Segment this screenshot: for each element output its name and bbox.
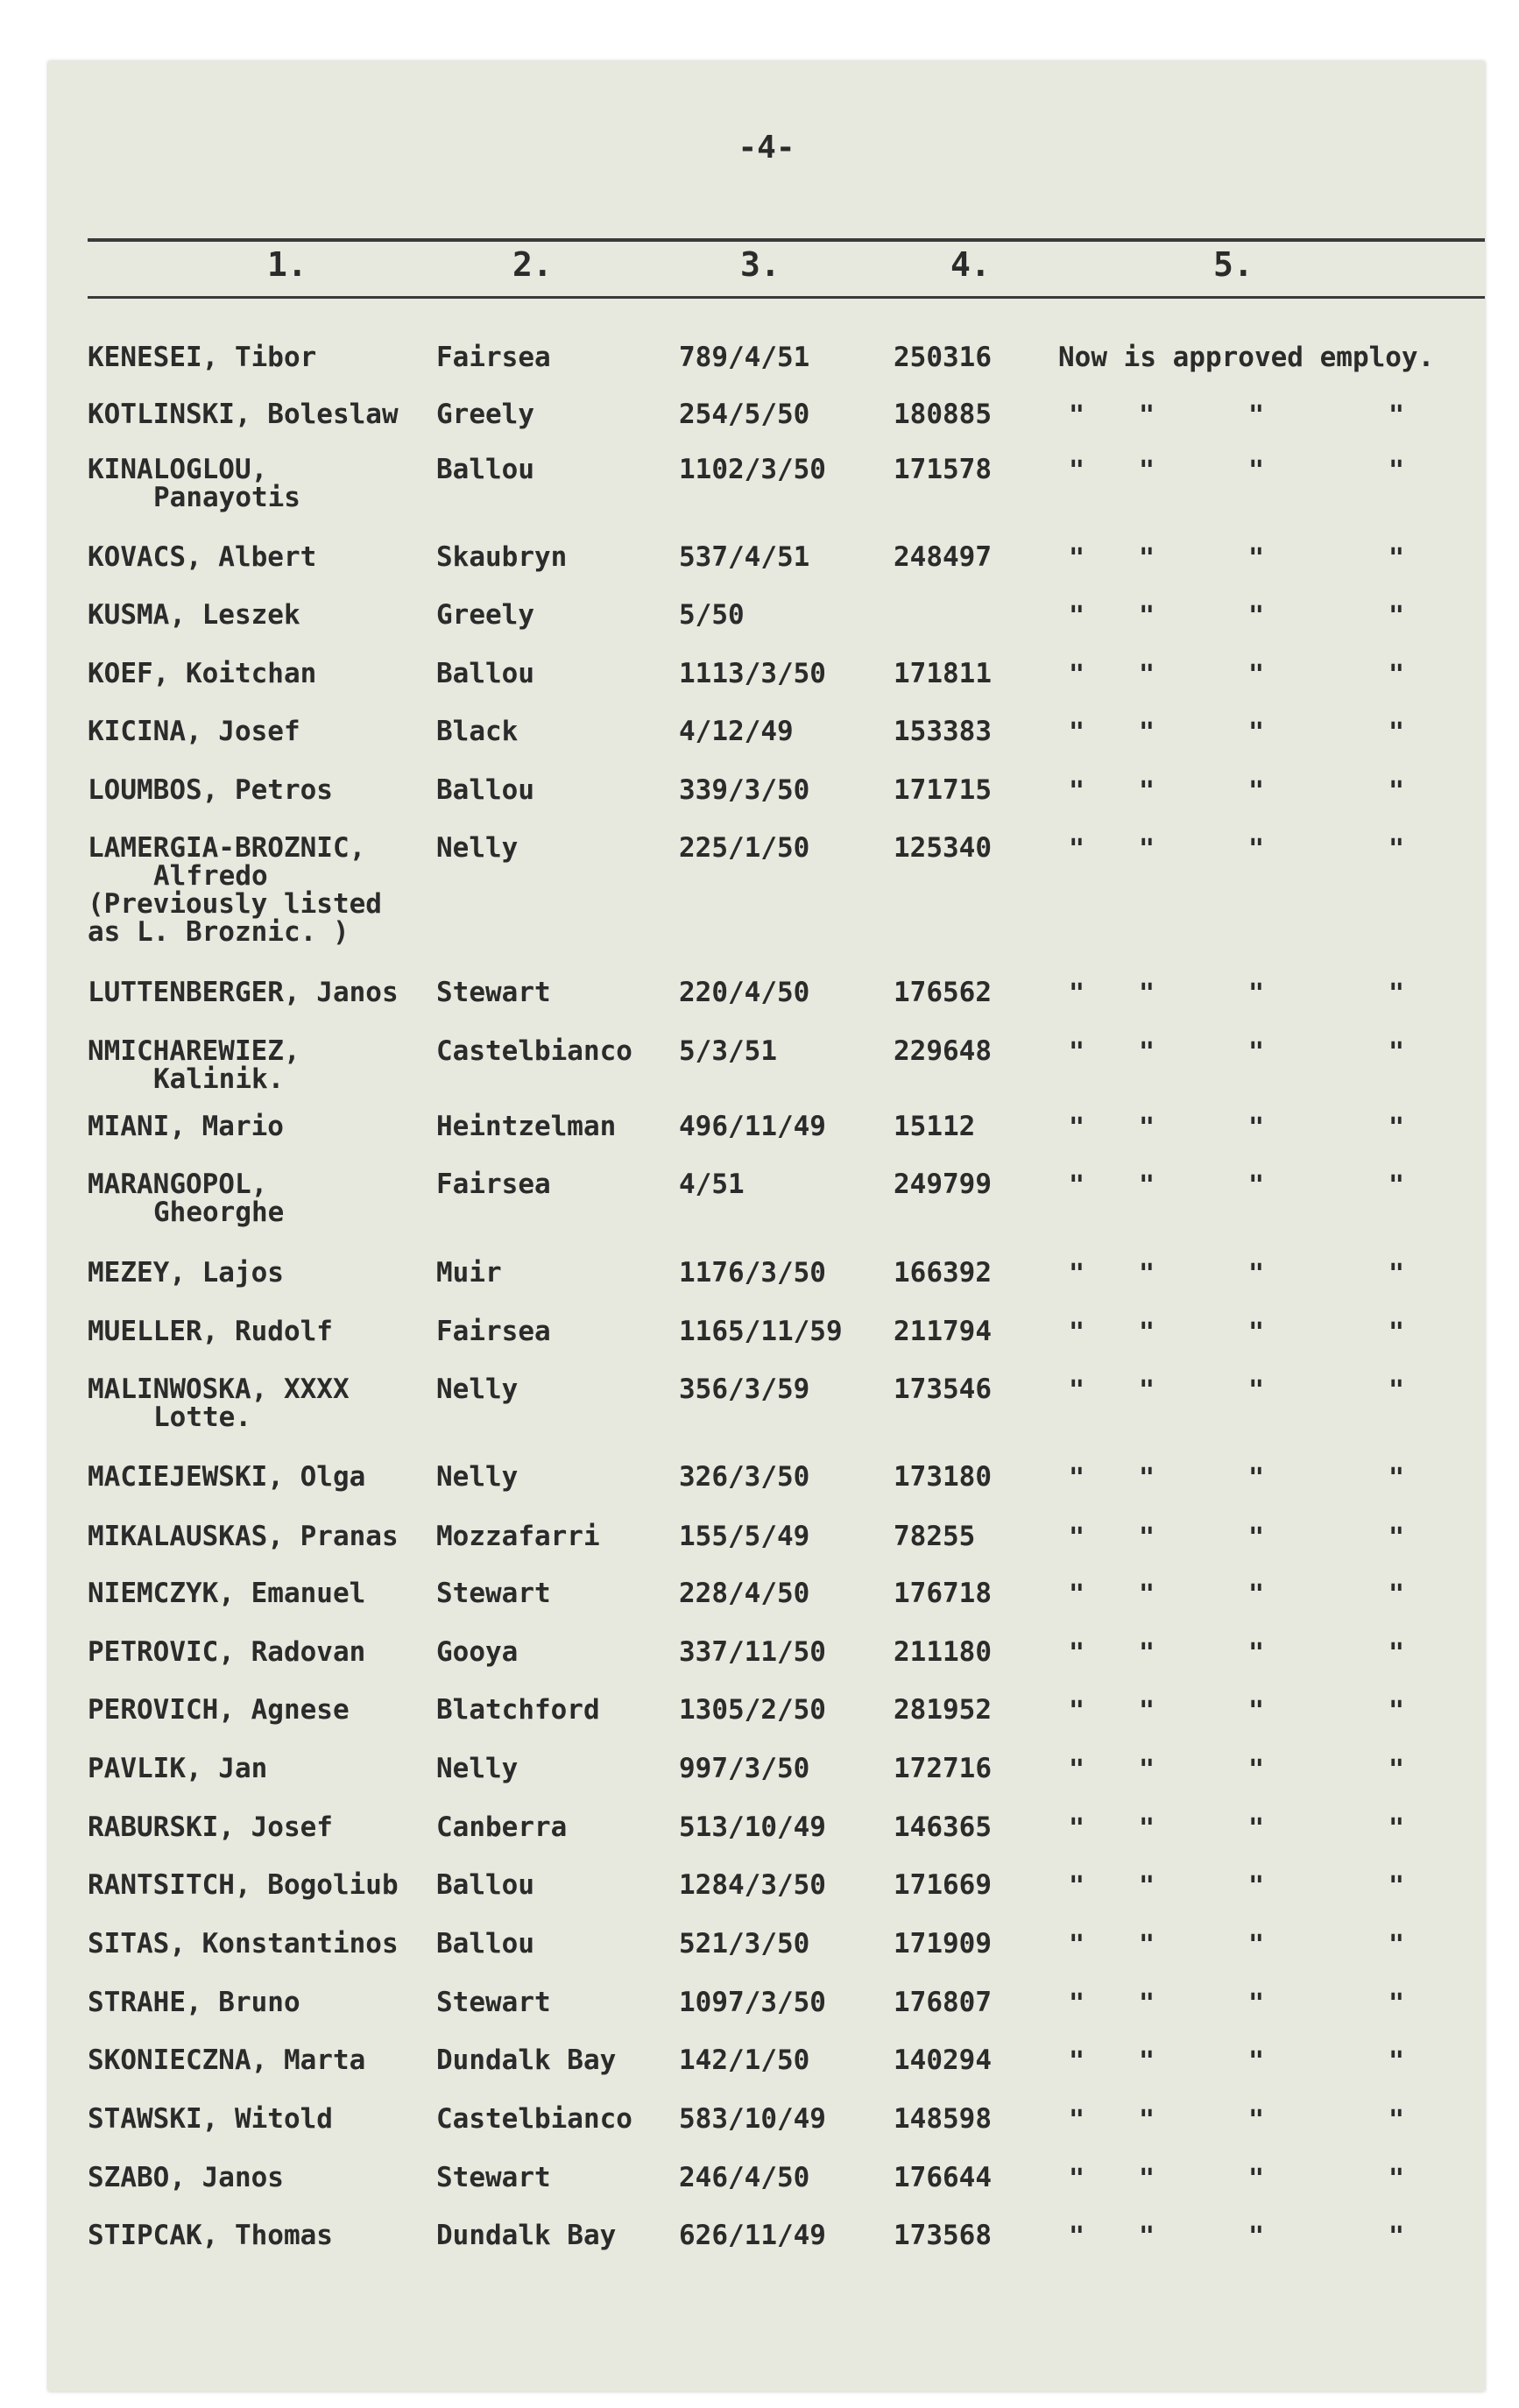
entry-surname-line: KINALOGLOU, <box>88 454 268 485</box>
entry-name <box>88 978 399 1006</box>
entry-number: 171909 <box>894 1928 992 1960</box>
entry-ship: Skaubryn <box>436 541 568 573</box>
entry-surname-line: NIEMCZYK, Emanuel <box>88 1578 366 1609</box>
entry-name <box>88 1463 365 1491</box>
ditto-mark: " <box>1069 1112 1085 1143</box>
ditto-mark: " <box>1139 2046 1155 2077</box>
entry-number: 171715 <box>894 774 992 806</box>
ditto-mark: " <box>1139 978 1155 1009</box>
ditto-mark: " <box>1388 2164 1405 2194</box>
entry-number: 211794 <box>894 1316 992 1347</box>
entry-number: 248497 <box>894 541 992 573</box>
entry-surname-line: KOTLINSKI, Boleslaw <box>88 399 399 430</box>
entry-number: 180885 <box>894 399 992 430</box>
ditto-mark: " <box>1069 1930 1085 1960</box>
ditto-mark: " <box>1139 1579 1155 1610</box>
ditto-mark: " <box>1248 978 1265 1009</box>
ditto-mark: " <box>1388 455 1405 486</box>
entry-number: 176644 <box>894 2162 992 2193</box>
ditto-mark: " <box>1139 1375 1155 1406</box>
entry-name <box>88 1988 300 2016</box>
ditto-mark: " <box>1388 400 1405 431</box>
ditto-mark: " <box>1388 1696 1405 1727</box>
entry-surname-line: PAVLIK, Jan <box>88 1753 268 1784</box>
ditto-mark: " <box>1069 2046 1085 2077</box>
entry-number: 125340 <box>894 832 992 864</box>
entry-name-continuation: Panayotis <box>153 482 300 513</box>
entry-number: 173546 <box>894 1373 992 1405</box>
entry-ship: Ballou <box>436 1869 534 1901</box>
entry-name <box>88 343 316 371</box>
ditto-mark: " <box>1248 776 1265 807</box>
entry-reference: 1165/11/59 <box>679 1316 843 1347</box>
ditto-mark: " <box>1069 717 1085 748</box>
ditto-mark: " <box>1388 1813 1405 1844</box>
entry-name <box>88 2164 284 2192</box>
ditto-mark: " <box>1248 1170 1265 1201</box>
entry-reference: 339/3/50 <box>679 774 810 806</box>
ditto-mark: " <box>1139 1871 1155 1902</box>
ditto-mark: " <box>1069 400 1085 431</box>
entry-reference: 1097/3/50 <box>679 1987 826 2018</box>
ditto-mark: " <box>1248 1259 1265 1289</box>
ditto-mark: " <box>1069 1375 1085 1406</box>
ditto-mark: " <box>1139 2221 1155 2252</box>
ditto-mark: " <box>1388 1871 1405 1902</box>
entry-name <box>88 543 316 571</box>
entry-reference: 337/11/50 <box>679 1636 826 1668</box>
entry-ship: Castelbianco <box>436 1035 632 1067</box>
entry-ship: Ballou <box>436 1928 534 1960</box>
entry-number: 176807 <box>894 1987 992 2018</box>
entry-ship: Blatchford <box>436 1694 600 1726</box>
entry-number: 176562 <box>894 977 992 1008</box>
ditto-mark: " <box>1248 2221 1265 2252</box>
entry-reference: 1284/3/50 <box>679 1869 826 1901</box>
entry-name <box>88 660 316 688</box>
entry-name <box>88 1813 333 1841</box>
entry-surname-line: NMICHAREWIEZ, <box>88 1035 300 1067</box>
entry-status: Now is approved employ. <box>1058 342 1435 373</box>
entry-number: 78255 <box>894 1521 976 1552</box>
entry-reference: 1176/3/50 <box>679 1257 826 1289</box>
entry-surname-line: LUTTENBERGER, Janos <box>88 977 399 1008</box>
entry-ship: Heintzelman <box>436 1111 617 1142</box>
entry-ship: Stewart <box>436 2162 551 2193</box>
ditto-mark: " <box>1248 1463 1265 1494</box>
ditto-mark: " <box>1248 601 1265 632</box>
entry-reference: 1305/2/50 <box>679 1694 826 1726</box>
entry-surname-line: MIANI, Mario <box>88 1111 284 1142</box>
ditto-mark: " <box>1139 717 1155 748</box>
entry-surname-line: LAMERGIA-BROZNIC, <box>88 832 366 864</box>
ditto-mark: " <box>1388 1259 1405 1289</box>
ditto-mark: " <box>1248 1638 1265 1669</box>
entry-reference: 326/3/50 <box>679 1461 810 1493</box>
ditto-mark: " <box>1139 1463 1155 1494</box>
entry-reference: 228/4/50 <box>679 1578 810 1609</box>
entry-name <box>88 1755 267 1783</box>
ditto-mark: " <box>1069 1170 1085 1201</box>
column-header-1: 1. <box>267 245 307 284</box>
ditto-mark: " <box>1139 834 1155 865</box>
entry-name <box>88 1375 350 1431</box>
entry-ship: Black <box>436 716 519 747</box>
ditto-mark: " <box>1248 543 1265 574</box>
ditto-mark: " <box>1069 1755 1085 1785</box>
entry-number: 249799 <box>894 1169 992 1200</box>
entry-surname-line: MUELLER, Rudolf <box>88 1316 333 1347</box>
entry-reference: 4/51 <box>679 1169 745 1200</box>
entry-reference: 246/4/50 <box>679 2162 810 2193</box>
entry-surname-line: RANTSITCH, Bogoliub <box>88 1869 399 1901</box>
entry-reference: 513/10/49 <box>679 1811 826 1843</box>
ditto-mark: " <box>1069 660 1085 690</box>
ditto-mark: " <box>1388 1930 1405 1960</box>
ditto-mark: " <box>1139 776 1155 807</box>
entry-name <box>88 1259 284 1287</box>
ditto-mark: " <box>1388 601 1405 632</box>
entry-name-continuation: Alfredo <box>153 860 268 892</box>
ditto-mark: " <box>1139 1170 1155 1201</box>
ditto-mark: " <box>1388 1638 1405 1669</box>
entry-reference: 496/11/49 <box>679 1111 826 1142</box>
entry-ship: Fairsea <box>436 1316 551 1347</box>
ditto-mark: " <box>1139 1696 1155 1727</box>
ditto-mark: " <box>1139 1112 1155 1143</box>
entry-ship: Greely <box>436 399 534 430</box>
entry-surname-line: MIKALAUSKAS, Pranas <box>88 1521 399 1552</box>
entry-reference: 220/4/50 <box>679 977 810 1008</box>
ditto-mark: " <box>1388 978 1405 1009</box>
ditto-mark: " <box>1069 1463 1085 1494</box>
ditto-mark: " <box>1069 978 1085 1009</box>
entry-number: 250316 <box>894 342 992 373</box>
ditto-mark: " <box>1139 1755 1155 1785</box>
ditto-mark: " <box>1248 2164 1265 2194</box>
entry-surname-line: SITAS, Konstantinos <box>88 1928 399 1960</box>
column-header-3: 3. <box>740 245 781 284</box>
ditto-mark: " <box>1248 834 1265 865</box>
ditto-mark: " <box>1069 1871 1085 1902</box>
ditto-mark: " <box>1069 834 1085 865</box>
entry-reference: 142/1/50 <box>679 2044 810 2076</box>
entry-ship: Stewart <box>436 1578 551 1609</box>
entry-number: 148598 <box>894 2103 992 2135</box>
entry-name-continuation: Kalinik. <box>153 1063 285 1095</box>
entry-reference: 254/5/50 <box>679 399 810 430</box>
entry-surname-line: KICINA, Josef <box>88 716 300 747</box>
ditto-mark: " <box>1248 1037 1265 1068</box>
ditto-mark: " <box>1139 1813 1155 1844</box>
ditto-mark: " <box>1248 660 1265 690</box>
ditto-mark: " <box>1069 1813 1085 1844</box>
entry-ship: Castelbianco <box>436 2103 632 2135</box>
document-page <box>48 61 1485 2391</box>
entry-surname-line: PEROVICH, Agnese <box>88 1694 350 1726</box>
ditto-mark: " <box>1069 2221 1085 2252</box>
entry-name <box>88 1871 399 1899</box>
entry-name <box>88 1638 365 1666</box>
ditto-mark: " <box>1388 717 1405 748</box>
entry-name <box>88 1522 399 1550</box>
entry-number: 171578 <box>894 454 992 485</box>
entry-number: 281952 <box>894 1694 992 1726</box>
entry-number: 176718 <box>894 1578 992 1609</box>
ditto-mark: " <box>1248 1522 1265 1553</box>
ditto-mark: " <box>1069 455 1085 486</box>
ditto-mark: " <box>1388 1579 1405 1610</box>
entry-number: 146365 <box>894 1811 992 1843</box>
ditto-mark: " <box>1139 1930 1155 1960</box>
ditto-mark: " <box>1248 400 1265 431</box>
ditto-mark: " <box>1388 1170 1405 1201</box>
entry-reference: 626/11/49 <box>679 2220 826 2251</box>
entry-surname-line: STIPCAK, Thomas <box>88 2220 333 2251</box>
entry-surname-line: KUSMA, Leszek <box>88 599 300 631</box>
ditto-mark: " <box>1139 1259 1155 1289</box>
ditto-mark: " <box>1248 2046 1265 2077</box>
entry-ship: Dundalk Bay <box>436 2220 617 2251</box>
entry-ship: Fairsea <box>436 342 551 373</box>
ditto-mark: " <box>1388 1112 1405 1143</box>
ditto-mark: " <box>1248 1755 1265 1785</box>
entry-number: 15112 <box>894 1111 976 1142</box>
ditto-mark: " <box>1139 1638 1155 1669</box>
ditto-mark: " <box>1388 2105 1405 2136</box>
entry-number: 171669 <box>894 1869 992 1901</box>
entry-name <box>88 1037 300 1093</box>
page-number: -4- <box>738 130 795 166</box>
entry-name <box>88 400 399 428</box>
entry-name <box>88 2105 333 2133</box>
entry-reference: 155/5/49 <box>679 1521 810 1552</box>
ditto-mark: " <box>1069 1317 1085 1348</box>
entry-number: 173568 <box>894 2220 992 2251</box>
entry-number: 171811 <box>894 658 992 689</box>
ditto-mark: " <box>1388 1755 1405 1785</box>
entry-surname-line: SZABO, Janos <box>88 2162 284 2193</box>
entry-name <box>88 2221 333 2249</box>
entry-name <box>88 1317 333 1345</box>
ditto-mark: " <box>1248 2105 1265 2136</box>
ditto-mark: " <box>1069 1037 1085 1068</box>
entry-reference: 1113/3/50 <box>679 658 826 689</box>
entry-ship: Fairsea <box>436 1169 551 1200</box>
entry-number: 172716 <box>894 1753 992 1784</box>
entry-name <box>88 1579 365 1607</box>
entry-surname-line: MEZEY, Lajos <box>88 1257 284 1289</box>
ditto-mark: " <box>1069 776 1085 807</box>
entry-surname-line: MALINWOSKA, XXXX <box>88 1373 350 1405</box>
column-header-5: 5. <box>1213 245 1254 284</box>
entry-number: 211180 <box>894 1636 992 1668</box>
entry-name-continuation: Gheorghe <box>153 1197 285 1228</box>
ditto-mark: " <box>1388 1317 1405 1348</box>
entry-reference: 537/4/51 <box>679 541 810 573</box>
entry-ship: Muir <box>436 1257 502 1289</box>
ditto-mark: " <box>1069 601 1085 632</box>
ditto-mark: " <box>1248 1813 1265 1844</box>
entry-name <box>88 1696 350 1724</box>
entry-name <box>88 1112 284 1140</box>
entry-number: 173180 <box>894 1461 992 1493</box>
ditto-mark: " <box>1388 660 1405 690</box>
ditto-mark: " <box>1069 1259 1085 1289</box>
entry-number: 166392 <box>894 1257 992 1289</box>
entry-number: 229648 <box>894 1035 992 1067</box>
ditto-mark: " <box>1139 1317 1155 1348</box>
entry-ship: Nelly <box>436 832 519 864</box>
entry-name <box>88 834 382 946</box>
entry-name-continuation: as L. Broznic. ) <box>88 916 350 948</box>
entry-ship: Nelly <box>436 1461 519 1493</box>
entry-ship: Greely <box>436 599 534 631</box>
entry-name <box>88 2046 365 2074</box>
ditto-mark: " <box>1388 2221 1405 2252</box>
entry-surname-line: SKONIECZNA, Marta <box>88 2044 366 2076</box>
entry-name-continuation: (Previously listed <box>88 888 382 920</box>
entry-reference: 356/3/59 <box>679 1373 810 1405</box>
entry-surname-line: KOEF, Koitchan <box>88 658 317 689</box>
entry-reference: 583/10/49 <box>679 2103 826 2135</box>
ditto-mark: " <box>1388 1375 1405 1406</box>
ditto-mark: " <box>1139 1522 1155 1553</box>
entry-reference: 997/3/50 <box>679 1753 810 1784</box>
entry-surname-line: LOUMBOS, Petros <box>88 774 333 806</box>
entry-surname-line: MACIEJEWSKI, Olga <box>88 1461 366 1493</box>
entry-ship: Mozzafarri <box>436 1521 600 1552</box>
ditto-mark: " <box>1139 400 1155 431</box>
entry-name <box>88 717 300 745</box>
ditto-mark: " <box>1069 1638 1085 1669</box>
ditto-mark: " <box>1069 1522 1085 1553</box>
ditto-mark: " <box>1069 1696 1085 1727</box>
entry-reference: 5/50 <box>679 599 745 631</box>
ditto-mark: " <box>1139 2164 1155 2194</box>
ditto-mark: " <box>1248 717 1265 748</box>
ditto-mark: " <box>1139 660 1155 690</box>
entry-reference: 225/1/50 <box>679 832 810 864</box>
header-rule-top <box>88 238 1485 242</box>
entry-ship: Ballou <box>436 658 534 689</box>
entry-reference: 521/3/50 <box>679 1928 810 1960</box>
ditto-mark: " <box>1069 1579 1085 1610</box>
entry-surname-line: MARANGOPOL, <box>88 1169 268 1200</box>
entry-surname-line: KOVACS, Albert <box>88 541 317 573</box>
ditto-mark: " <box>1248 1112 1265 1143</box>
ditto-mark: " <box>1388 2046 1405 2077</box>
entry-ship: Canberra <box>436 1811 568 1843</box>
ditto-mark: " <box>1388 1463 1405 1494</box>
entry-reference: 789/4/51 <box>679 342 810 373</box>
entry-ship: Nelly <box>436 1753 519 1784</box>
entry-name <box>88 601 300 629</box>
entry-name <box>88 776 333 804</box>
ditto-mark: " <box>1388 543 1405 574</box>
ditto-mark: " <box>1139 543 1155 574</box>
ditto-mark: " <box>1069 2105 1085 2136</box>
ditto-mark: " <box>1069 543 1085 574</box>
column-header-2: 2. <box>512 245 553 284</box>
ditto-mark: " <box>1069 1988 1085 2019</box>
ditto-mark: " <box>1069 2164 1085 2194</box>
entry-ship: Ballou <box>436 774 534 806</box>
ditto-mark: " <box>1388 1037 1405 1068</box>
ditto-mark: " <box>1388 776 1405 807</box>
entry-name <box>88 1170 284 1226</box>
entry-number: 140294 <box>894 2044 992 2076</box>
entry-name-continuation: Lotte. <box>153 1402 251 1433</box>
column-header-4: 4. <box>950 245 991 284</box>
ditto-mark: " <box>1248 1871 1265 1902</box>
entry-name <box>88 455 300 512</box>
ditto-mark: " <box>1139 2105 1155 2136</box>
ditto-mark: " <box>1388 1988 1405 2019</box>
entry-reference: 4/12/49 <box>679 716 794 747</box>
ditto-mark: " <box>1139 1988 1155 2019</box>
ditto-mark: " <box>1248 455 1265 486</box>
ditto-mark: " <box>1248 1988 1265 2019</box>
entry-ship: Gooya <box>436 1636 519 1668</box>
ditto-mark: " <box>1388 834 1405 865</box>
entry-surname-line: RABURSKI, Josef <box>88 1811 333 1843</box>
entry-reference: 1102/3/50 <box>679 454 826 485</box>
entry-surname-line: STAWSKI, Witold <box>88 2103 333 2135</box>
entry-name <box>88 1930 399 1958</box>
entry-ship: Stewart <box>436 1987 551 2018</box>
ditto-mark: " <box>1248 1696 1265 1727</box>
entry-ship: Stewart <box>436 977 551 1008</box>
ditto-mark: " <box>1139 455 1155 486</box>
header-rule-bottom <box>88 296 1485 299</box>
entry-surname-line: KENESEI, Tibor <box>88 342 317 373</box>
ditto-mark: " <box>1139 1037 1155 1068</box>
entry-surname-line: STRAHE, Bruno <box>88 1987 300 2018</box>
entry-reference: 5/3/51 <box>679 1035 777 1067</box>
ditto-mark: " <box>1248 1317 1265 1348</box>
ditto-mark: " <box>1388 1522 1405 1553</box>
ditto-mark: " <box>1139 601 1155 632</box>
ditto-mark: " <box>1248 1579 1265 1610</box>
entry-surname-line: PETROVIC, Radovan <box>88 1636 366 1668</box>
entry-ship: Ballou <box>436 454 534 485</box>
entry-number: 153383 <box>894 716 992 747</box>
entry-ship: Dundalk Bay <box>436 2044 617 2076</box>
entry-ship: Nelly <box>436 1373 519 1405</box>
ditto-mark: " <box>1248 1930 1265 1960</box>
ditto-mark: " <box>1248 1375 1265 1406</box>
